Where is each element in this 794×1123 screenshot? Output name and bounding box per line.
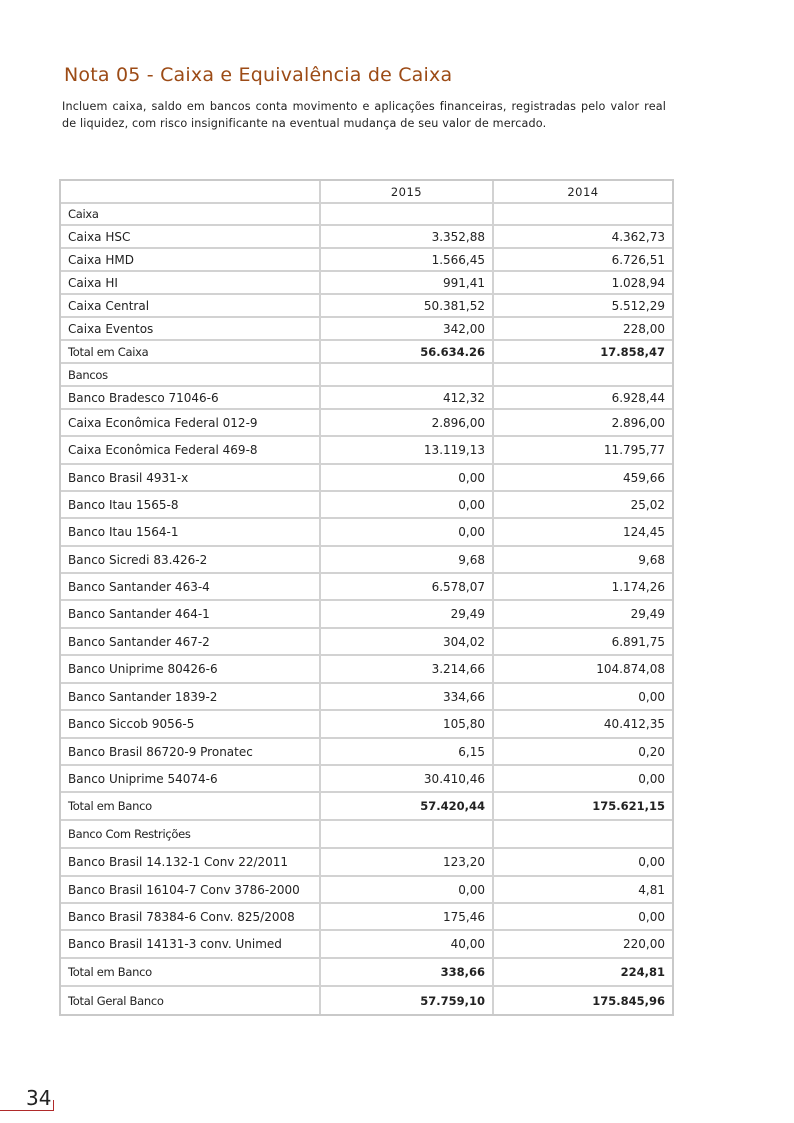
value-2015: 2.896,00 <box>321 410 494 437</box>
row-label: Banco Siccob 9056-5 <box>61 711 321 739</box>
value-2014: 224,81 <box>494 959 672 987</box>
row-label: Banco Itau 1564-1 <box>61 519 321 547</box>
value-2014: 6.928,44 <box>494 387 672 410</box>
value-2014: 2.896,00 <box>494 410 672 437</box>
row-label: Banco Uniprime 80426-6 <box>61 656 321 684</box>
row-label: Caixa HMD <box>61 249 321 272</box>
header-label <box>61 181 321 204</box>
value-2014: 104.874,08 <box>494 656 672 684</box>
value-2014: 4.362,73 <box>494 226 672 249</box>
page-number: 34 <box>26 1086 52 1110</box>
page-title: Nota 05 - Caixa e Equivalência de Caixa <box>64 64 453 86</box>
table-row <box>61 766 672 793</box>
table-body <box>61 204 672 1014</box>
value-2014: 459,66 <box>494 465 672 492</box>
value-2014: 220,00 <box>494 931 672 959</box>
value-2015: 3.352,88 <box>321 226 494 249</box>
row-label: Banco Brasil 14.132-1 Conv 22/2011 <box>61 849 321 877</box>
table-row <box>61 877 672 904</box>
value-2015: 0,00 <box>321 877 494 904</box>
value-2015 <box>321 364 494 387</box>
header-year-2015: 2015 <box>321 181 494 204</box>
row-label: Caixa <box>61 204 321 226</box>
value-2015: 342,00 <box>321 318 494 341</box>
table-row <box>61 656 672 684</box>
value-2014: 0,00 <box>494 766 672 793</box>
row-label: Caixa Econômica Federal 012-9 <box>61 410 321 437</box>
row-label: Caixa Eventos <box>61 318 321 341</box>
row-label: Banco Itau 1565-8 <box>61 492 321 519</box>
row-label: Caixa HI <box>61 272 321 295</box>
value-2015: 105,80 <box>321 711 494 739</box>
table-row <box>61 684 672 711</box>
value-2014: 6.891,75 <box>494 629 672 656</box>
value-2014: 1.028,94 <box>494 272 672 295</box>
row-label: Banco Uniprime 54074-6 <box>61 766 321 793</box>
value-2015: 56.634.26 <box>321 341 494 364</box>
row-label: Total em Banco <box>61 959 321 987</box>
page-number-rule-tick <box>53 1100 54 1110</box>
header-year-2014: 2014 <box>494 181 672 204</box>
table-row <box>61 574 672 601</box>
row-label: Banco Sicredi 83.426-2 <box>61 547 321 574</box>
value-2015: 9,68 <box>321 547 494 574</box>
table-row <box>61 849 672 877</box>
value-2015: 0,00 <box>321 519 494 547</box>
value-2014: 175.621,15 <box>494 793 672 821</box>
value-2015: 50.381,52 <box>321 295 494 318</box>
value-2015: 334,66 <box>321 684 494 711</box>
value-2015: 412,32 <box>321 387 494 410</box>
value-2014: 175.845,96 <box>592 993 665 1008</box>
value-2015: 304,02 <box>321 629 494 656</box>
row-label: Caixa HSC <box>61 226 321 249</box>
value-2015: 0,00 <box>321 465 494 492</box>
value-2015 <box>321 204 494 226</box>
value-2015: 57.420,44 <box>321 793 494 821</box>
value-2014: 6.726,51 <box>494 249 672 272</box>
table-row <box>61 601 672 629</box>
row-label: Banco Santander 463-4 <box>61 574 321 601</box>
row-label: Banco Brasil 16104-7 Conv 3786-2000 <box>61 877 321 904</box>
value-2014: 5.512,29 <box>494 295 672 318</box>
table-row <box>61 465 672 492</box>
value-2014 <box>494 821 672 849</box>
value-2015 <box>321 821 494 849</box>
value-2014: 11.795,77 <box>494 437 672 465</box>
page-number-rule <box>0 1110 54 1111</box>
value-2014 <box>494 364 672 387</box>
row-label: Banco Brasil 86720-9 Pronatec <box>61 739 321 766</box>
row-label: Bancos <box>61 364 321 387</box>
row-label: Banco Brasil 4931-x <box>61 465 321 492</box>
value-2015: 175,46 <box>321 904 494 931</box>
table-row <box>61 904 672 931</box>
value-2014: 0,00 <box>494 904 672 931</box>
row-label: Total em Banco <box>61 793 321 821</box>
value-2014: 4,81 <box>494 877 672 904</box>
value-2015: 123,20 <box>321 849 494 877</box>
value-2014: 9,68 <box>494 547 672 574</box>
value-2015: 991,41 <box>321 272 494 295</box>
value-2015: 338,66 <box>321 959 494 987</box>
section-row <box>61 364 672 387</box>
table-row <box>61 318 672 341</box>
total-row <box>61 341 672 364</box>
value-2015: 1.566,45 <box>321 249 494 272</box>
row-label: Banco Brasil 14131-3 conv. Unimed <box>61 931 321 959</box>
row-label: Caixa Central <box>61 295 321 318</box>
value-2014: 0,00 <box>494 849 672 877</box>
section-row <box>61 204 672 226</box>
value-2015: 29,49 <box>321 601 494 629</box>
table-row <box>61 492 672 519</box>
row-label: Banco Brasil 78384-6 Conv. 825/2008 <box>61 904 321 931</box>
table-row <box>61 387 672 410</box>
value-2014: 17.858,47 <box>494 341 672 364</box>
total-row <box>61 987 672 1014</box>
row-label: Total em Caixa <box>61 341 321 364</box>
value-2014: 29,49 <box>494 601 672 629</box>
table-row <box>61 739 672 766</box>
row-label: Banco Bradesco 71046-6 <box>61 387 321 410</box>
value-2015: 6.578,07 <box>321 574 494 601</box>
value-2014: 25,02 <box>494 492 672 519</box>
value-2015: 3.214,66 <box>321 656 494 684</box>
value-2014: 0,00 <box>494 684 672 711</box>
value-2014 <box>494 204 672 226</box>
intro-paragraph: Incluem caixa, saldo em bancos conta movimento e aplicações financeiras, registradas pelo valor real de liquidez, com risco insignificante na eventual mudança de seu valor de mercado. <box>62 100 666 130</box>
value-2014: 228,00 <box>494 318 672 341</box>
total-row <box>61 959 672 987</box>
value-2014: 0,20 <box>494 739 672 766</box>
row-label: Banco Santander 464-1 <box>61 601 321 629</box>
table-row <box>61 437 672 465</box>
value-2015: 30.410,46 <box>321 766 494 793</box>
table-row <box>61 519 672 547</box>
row-label: Caixa Econômica Federal 469-8 <box>61 437 321 465</box>
value-2015: 13.119,13 <box>321 437 494 465</box>
value-2014: 1.174,26 <box>494 574 672 601</box>
table-row <box>61 629 672 656</box>
row-label: Total Geral Banco <box>61 987 321 1014</box>
value-2015: 0,00 <box>321 492 494 519</box>
table-header-row <box>61 181 672 204</box>
table-row <box>61 295 672 318</box>
table-row <box>61 547 672 574</box>
row-label: Banco Com Restrições <box>61 821 321 849</box>
value-2015: 57.759,10 <box>321 987 494 1014</box>
value-2014: 40.412,35 <box>494 711 672 739</box>
table-row <box>61 410 672 437</box>
table-row <box>61 226 672 249</box>
cash-equivalents-table <box>59 179 674 1016</box>
row-label: Banco Santander 467-2 <box>61 629 321 656</box>
value-2015: 40,00 <box>321 931 494 959</box>
section-row <box>61 821 672 849</box>
table-row <box>61 249 672 272</box>
table-row <box>61 272 672 295</box>
total-row <box>61 793 672 821</box>
table-row <box>61 711 672 739</box>
value-2015: 6,15 <box>321 739 494 766</box>
table-row <box>61 931 672 959</box>
row-label: Banco Santander 1839-2 <box>61 684 321 711</box>
value-2014: 124,45 <box>494 519 672 547</box>
